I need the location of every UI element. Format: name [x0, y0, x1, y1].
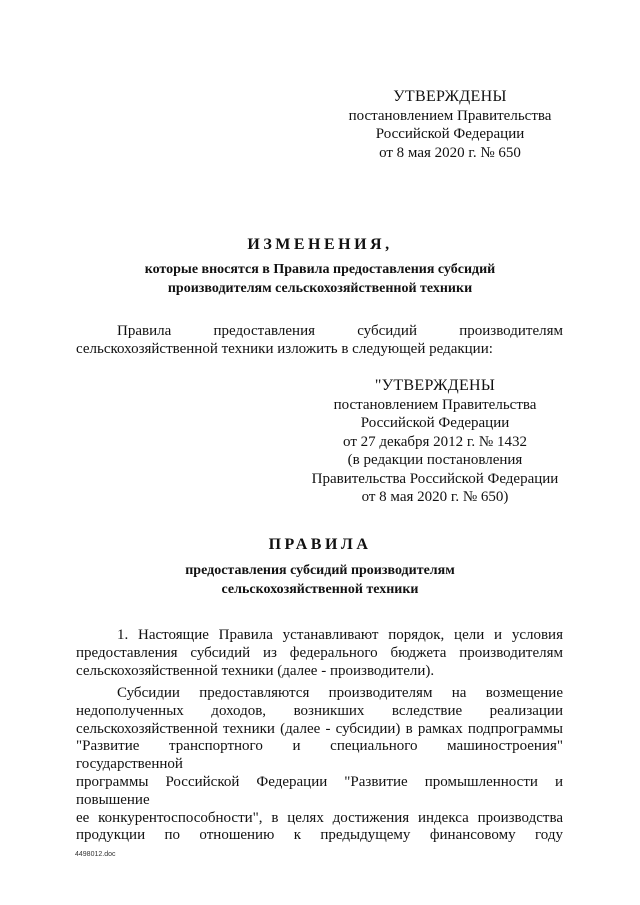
paragraph-1-line-3: сельскохозяйственной техники (далее - производители).	[76, 662, 435, 679]
paragraph-1	[76, 627, 563, 680]
file-name-footer: 4498012.doc	[75, 851, 116, 858]
approval-header	[330, 88, 570, 162]
changes-heading	[0, 236, 640, 254]
approval-line-3: от 8 мая 2020 г. № 650	[379, 144, 521, 161]
rules-title: ПРАВИЛА	[268, 536, 372, 553]
quoted-approval-line-5: Правительства Российской Федерации	[311, 470, 559, 487]
intro-line-2: сельскохозяйственной техники изложить в следующей редакции:	[76, 340, 493, 357]
paragraph-2-line-2: недополученных доходов, возникших вследствие реализации	[76, 702, 563, 719]
quoted-approval-line-4: (в редакции постановления	[347, 452, 523, 468]
changes-subtitle-line-1: которые вносятся в Правила предоставления субсидий	[144, 262, 496, 277]
quoted-approval-line-6: от 8 мая 2020 г. № 650)	[361, 489, 509, 505]
approval-title: УТВЕРЖДЕНЫ	[393, 88, 507, 105]
paragraph-2-line-5: программы Российской Федерации "Развитие промышленности и повышение	[76, 773, 563, 808]
paragraph-2-line-1: Субсидии предоставляются производителям на возмещение	[117, 685, 563, 701]
paragraph-2-line-3: сельскохозяйственной техники (далее - субсидии) в рамках подпрограммы	[76, 720, 563, 737]
intro-line-1: Правила предоставления субсидий производителям	[117, 323, 563, 339]
approval-quoted	[305, 377, 565, 507]
rules-subtitle	[0, 562, 640, 599]
paragraph-1-line-2: предоставления субсидий из федерального бюджета производителям	[76, 644, 563, 661]
quoted-approval-line-1: постановлением Правительства	[333, 396, 537, 413]
changes-subtitle-line-2: производителям сельскохозяйственной техники	[167, 280, 473, 296]
paragraph-2-line-7: продукции по отношению к предыдущему финансовому году	[76, 827, 563, 844]
rules-subtitle-line-2: сельскохозяйственной техники	[221, 581, 419, 597]
quoted-approval-line-2: Российской Федерации	[360, 415, 510, 431]
paragraph-2-line-4: "Развитие транспортного и специального машиностроения" государственной	[76, 738, 563, 773]
quoted-approval-title: "УТВЕРЖДЕНЫ	[374, 377, 496, 394]
paragraph-2	[76, 685, 563, 845]
changes-subtitle	[0, 261, 640, 298]
changes-title: ИЗМЕНЕНИЯ,	[247, 236, 393, 253]
rules-subtitle-line-1: предоставления субсидий производителям	[185, 563, 455, 578]
approval-line-2: Российской Федерации	[375, 126, 525, 142]
paragraph-2-line-6: ее конкурентоспособности", в целях достижения индекса производства	[76, 809, 563, 826]
rules-heading	[0, 536, 640, 554]
intro-paragraph	[76, 323, 563, 359]
quoted-approval-line-3: от 27 декабря 2012 г. № 1432	[343, 433, 527, 450]
approval-line-1: постановлением Правительства	[348, 107, 552, 124]
paragraph-1-line-1: 1. Настоящие Правила устанавливают порядок, цели и условия	[117, 627, 563, 643]
